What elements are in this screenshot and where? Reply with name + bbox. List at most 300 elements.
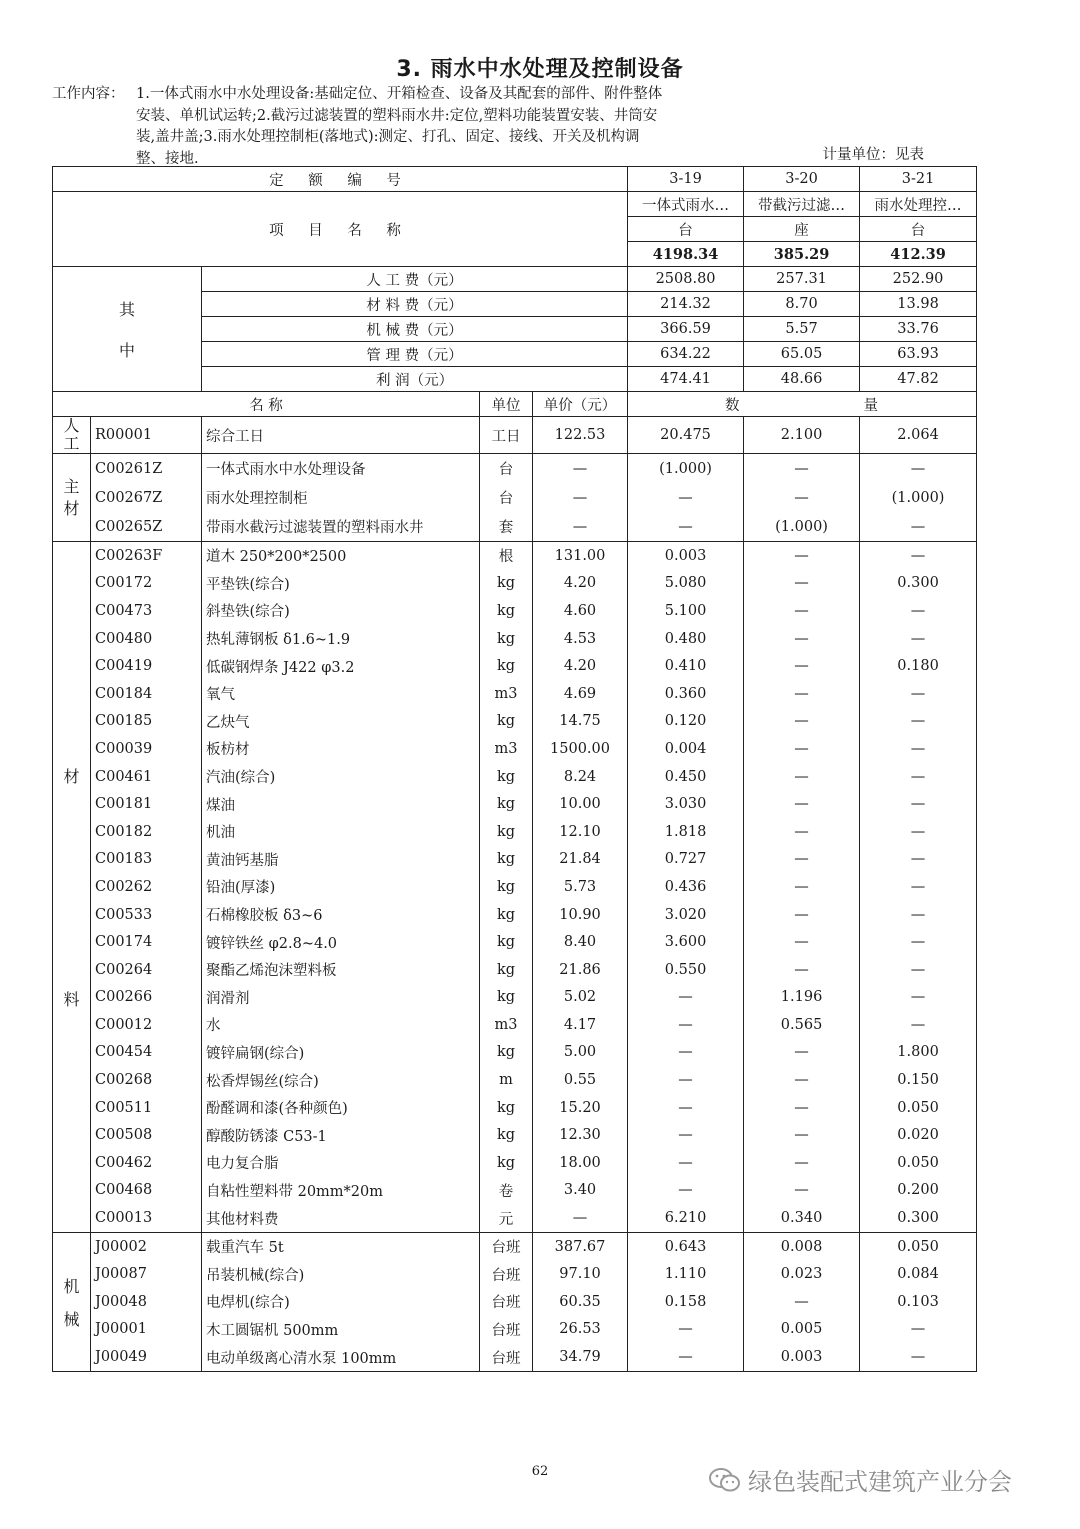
quantity: 0.565: [744, 1011, 860, 1039]
col-qty-header: 数: [628, 392, 744, 417]
unit-price: —: [533, 483, 628, 512]
unit-price: 4.20: [533, 570, 628, 598]
quantity: 0.120: [628, 708, 744, 736]
item-unit: 台班: [480, 1260, 533, 1288]
quantity: —: [860, 984, 977, 1012]
quota-code: 3-21: [860, 167, 977, 192]
quantity: —: [744, 597, 860, 625]
quantity: —: [628, 1011, 744, 1039]
base-price: 4198.34: [628, 242, 744, 267]
quantity: —: [744, 928, 860, 956]
item-code: C00174: [91, 928, 202, 956]
item-unit: kg: [480, 790, 533, 818]
item-code: J00002: [91, 1232, 202, 1260]
base-price: 385.29: [744, 242, 860, 267]
item-name: 铅油(厚漆): [202, 873, 480, 901]
item-name: 道木 250*200*2500: [202, 542, 480, 570]
quantity: —: [860, 680, 977, 708]
item-name: 载重汽车 5t: [202, 1232, 480, 1260]
table-row: [53, 790, 977, 818]
unit-price: 5.02: [533, 984, 628, 1012]
item-name: 雨水处理控制柜: [202, 483, 480, 512]
cost-value: 33.76: [860, 317, 977, 342]
quantity: 0.050: [860, 1094, 977, 1122]
item-name: 低碳钢焊条 J422 φ3.2: [202, 652, 480, 680]
quantity: 5.080: [628, 570, 744, 598]
unit-price: —: [533, 512, 628, 542]
quantity: —: [628, 512, 744, 542]
quantity: —: [628, 1149, 744, 1177]
cost-value: 2508.80: [628, 267, 744, 292]
quantity: —: [628, 483, 744, 512]
table-row: [53, 928, 977, 956]
quantity: 2.064: [860, 417, 977, 454]
table-row: [53, 1066, 977, 1094]
item-name: 松香焊锡丝(综合): [202, 1066, 480, 1094]
item-name: 热轧薄钢板 δ1.6~1.9: [202, 625, 480, 653]
item-name: 自粘性塑料带 20mm*20m: [202, 1177, 480, 1205]
quantity: —: [860, 735, 977, 763]
item-name: 石棉橡胶板 δ3~6: [202, 901, 480, 929]
quantity: 1.110: [628, 1260, 744, 1288]
item-code: R00001: [91, 417, 202, 454]
item-code: J00048: [91, 1288, 202, 1316]
quantity: —: [860, 901, 977, 929]
quantity: —: [628, 1316, 744, 1344]
quantity: 0.360: [628, 680, 744, 708]
quantity: —: [744, 680, 860, 708]
cost-value: 48.66: [744, 367, 860, 392]
table-row: [53, 1011, 977, 1039]
cost-value: 252.90: [860, 267, 977, 292]
work-line: 安装、单机试运转;2.截污过滤装置的塑料雨水井:定位,塑料功能装置安装、井筒安: [136, 107, 658, 124]
item-name: 汽油(综合): [202, 763, 480, 791]
table-row: [53, 483, 977, 512]
cost-label: 人 工 费（元）: [202, 267, 628, 292]
unit-price: —: [533, 1204, 628, 1232]
item-unit: kg: [480, 597, 533, 625]
item-name: 一体式雨水中水处理设备: [202, 454, 480, 484]
table-row: [53, 1204, 977, 1232]
col-name-header: 名 称: [53, 392, 480, 417]
quantity: (1.000): [860, 483, 977, 512]
material-label: 材: [63, 766, 80, 786]
table-row: [53, 1039, 977, 1067]
quantity: 1.818: [628, 818, 744, 846]
item-code: J00087: [91, 1260, 202, 1288]
item-code: C00172: [91, 570, 202, 598]
cost-value: 47.82: [860, 367, 977, 392]
item-name: 板枋材: [202, 735, 480, 763]
page-title: 3. 雨水中水处理及控制设备: [396, 57, 684, 82]
item-code: C00185: [91, 708, 202, 736]
item-unit: 台: [860, 217, 977, 242]
item-code: C00264: [91, 956, 202, 984]
item-name: 煤油: [202, 790, 480, 818]
quantity: 1.800: [860, 1039, 977, 1067]
item-code: C00181: [91, 790, 202, 818]
work-content-label: 工作内容：: [52, 86, 125, 102]
quantity: —: [628, 1343, 744, 1371]
table-row: [53, 735, 977, 763]
unit-price: 12.30: [533, 1121, 628, 1149]
quantity: 0.050: [860, 1149, 977, 1177]
item-code: C00184: [91, 680, 202, 708]
item-unit: kg: [480, 763, 533, 791]
cost-value: 13.98: [860, 292, 977, 317]
quantity: 2.100: [744, 417, 860, 454]
table-row: [53, 1232, 977, 1260]
col-qty-header: 量: [860, 392, 977, 417]
quota-code: 3-19: [628, 167, 744, 192]
quantity: —: [628, 1121, 744, 1149]
cost-group-label: [53, 267, 202, 392]
item-unit: 台班: [480, 1288, 533, 1316]
unit-price: 122.53: [533, 417, 628, 454]
quantity: —: [744, 763, 860, 791]
quantity: —: [860, 956, 977, 984]
col-price-header: 单价（元）: [533, 392, 628, 417]
table-row: [53, 1260, 977, 1288]
cost-label: 材 料 费（元）: [202, 292, 628, 317]
unit-price: 1500.00: [533, 735, 628, 763]
item-code: C00039: [91, 735, 202, 763]
quantity: 0.300: [860, 570, 977, 598]
quantity: —: [860, 873, 977, 901]
item-unit: kg: [480, 818, 533, 846]
quantity: —: [628, 984, 744, 1012]
watermark: [708, 1462, 1012, 1497]
item-name: 乙炔气: [202, 708, 480, 736]
item-name: 电动单级离心清水泵 100mm: [202, 1343, 480, 1371]
quantity: —: [744, 735, 860, 763]
unit-price: 5.00: [533, 1039, 628, 1067]
table-row: [53, 597, 977, 625]
quantity: —: [744, 542, 860, 570]
item-unit: kg: [480, 1039, 533, 1067]
quantity: —: [744, 790, 860, 818]
table-row: [53, 542, 977, 570]
item-name: 电力复合脂: [202, 1149, 480, 1177]
quantity: —: [860, 928, 977, 956]
item-code: C00473: [91, 597, 202, 625]
item-code: C00262: [91, 873, 202, 901]
cost-label: 机 械 费（元）: [202, 317, 628, 342]
table-row: [53, 1094, 977, 1122]
quantity: 0.150: [860, 1066, 977, 1094]
quantity: —: [744, 454, 860, 484]
item-unit: kg: [480, 570, 533, 598]
item-name: 吊装机械(综合): [202, 1260, 480, 1288]
item-unit: kg: [480, 928, 533, 956]
quantity: —: [860, 597, 977, 625]
work-line: 整、接地.: [136, 150, 199, 167]
quantity: 0.180: [860, 652, 977, 680]
unit-price: 4.20: [533, 652, 628, 680]
quantity: —: [744, 625, 860, 653]
item-code: C00454: [91, 1039, 202, 1067]
quota-table: [52, 166, 977, 1372]
watermark-text: 绿色装配式建筑产业分会: [748, 1468, 1012, 1496]
cost-label: 利 润（元）: [202, 367, 628, 392]
quantity: —: [744, 846, 860, 874]
section-label: [53, 1232, 91, 1371]
item-name: 电焊机(综合): [202, 1288, 480, 1316]
wechat-icon: [708, 1466, 742, 1494]
table-row: [53, 652, 977, 680]
work-line: 装,盖井盖;3.雨水处理控制柜(落地式):测定、打孔、固定、接线、开关及机构调: [136, 129, 640, 145]
item-name: 氧气: [202, 680, 480, 708]
unit-price: 0.55: [533, 1066, 628, 1094]
table-row: [53, 625, 977, 653]
item-unit: kg: [480, 956, 533, 984]
machinery-label: 械: [63, 1309, 80, 1329]
unit-price: 4.69: [533, 680, 628, 708]
item-code: C00012: [91, 1011, 202, 1039]
unit-price: 5.73: [533, 873, 628, 901]
unit-price: 12.10: [533, 818, 628, 846]
cost-value: 63.93: [860, 342, 977, 367]
unit-price: 34.79: [533, 1343, 628, 1371]
item-code: C00533: [91, 901, 202, 929]
section-label: [53, 542, 91, 1233]
quantity: —: [860, 846, 977, 874]
item-unit: 根: [480, 542, 533, 570]
cost-value: 366.59: [628, 317, 744, 342]
unit-price: 4.17: [533, 1011, 628, 1039]
table-row: [53, 846, 977, 874]
machinery-label: 机: [63, 1276, 80, 1296]
quantity: —: [744, 873, 860, 901]
unit-price: 26.53: [533, 1316, 628, 1344]
quantity: —: [744, 956, 860, 984]
quantity: —: [744, 901, 860, 929]
quantity: —: [744, 1066, 860, 1094]
quantity: 6.210: [628, 1204, 744, 1232]
unit-note: 计量单位：见表: [822, 147, 924, 163]
quantity: 0.003: [628, 542, 744, 570]
item-unit: 元: [480, 1204, 533, 1232]
unit-price: 15.20: [533, 1094, 628, 1122]
table-row: [53, 1121, 977, 1149]
unit-price: 4.60: [533, 597, 628, 625]
main-material-label: 主材: [63, 476, 80, 518]
item-name: 聚酯乙烯泡沫塑料板: [202, 956, 480, 984]
section-label: [53, 454, 91, 542]
table-row: [53, 680, 977, 708]
unit-price: 10.90: [533, 901, 628, 929]
item-unit: 台班: [480, 1343, 533, 1371]
item-name: 斜垫铁(综合): [202, 597, 480, 625]
quantity: 3.020: [628, 901, 744, 929]
quantity: —: [628, 1066, 744, 1094]
quantity: 0.004: [628, 735, 744, 763]
item-unit: kg: [480, 846, 533, 874]
cost-value: 8.70: [744, 292, 860, 317]
table-row: [53, 901, 977, 929]
item-code: C00182: [91, 818, 202, 846]
item-name: 其他材料费: [202, 1204, 480, 1232]
item-name: 水: [202, 1011, 480, 1039]
item-code: C00265Z: [91, 512, 202, 542]
quantity: —: [744, 818, 860, 846]
quantity: —: [744, 652, 860, 680]
unit-price: 60.35: [533, 1288, 628, 1316]
quantity: —: [744, 1121, 860, 1149]
item-code: C00462: [91, 1149, 202, 1177]
code-label: 定 额 编 号: [53, 167, 628, 192]
quantity: 0.727: [628, 846, 744, 874]
quantity: —: [860, 818, 977, 846]
work-content: [52, 84, 752, 170]
quantity: 0.410: [628, 652, 744, 680]
unit-price: 8.40: [533, 928, 628, 956]
item-name: 木工圆锯机 500mm: [202, 1316, 480, 1344]
item-unit: 台: [628, 217, 744, 242]
item-unit: kg: [480, 984, 533, 1012]
item-name: 一体式雨水…: [628, 192, 744, 217]
unit-price: 3.40: [533, 1177, 628, 1205]
cost-value: 634.22: [628, 342, 744, 367]
quantity: —: [744, 1288, 860, 1316]
quantity: (1.000): [744, 512, 860, 542]
quantity: —: [860, 1343, 977, 1371]
cost-value: 214.32: [628, 292, 744, 317]
quantity: 0.300: [860, 1204, 977, 1232]
item-unit: 卷: [480, 1177, 533, 1205]
item-unit: kg: [480, 1094, 533, 1122]
table-row: [53, 1316, 977, 1344]
quantity: —: [744, 1094, 860, 1122]
unit-price: 14.75: [533, 708, 628, 736]
table-row: [53, 763, 977, 791]
table-row: [53, 1288, 977, 1316]
cost-value: 5.57: [744, 317, 860, 342]
quantity: 0.550: [628, 956, 744, 984]
item-code: C00508: [91, 1121, 202, 1149]
quantity: 0.643: [628, 1232, 744, 1260]
item-name: 平垫铁(综合): [202, 570, 480, 598]
quantity: —: [744, 483, 860, 512]
quantity: 0.200: [860, 1177, 977, 1205]
item-unit: 台: [480, 454, 533, 484]
item-unit: kg: [480, 1121, 533, 1149]
item-code: C00267Z: [91, 483, 202, 512]
cost-label: 管 理 费（元）: [202, 342, 628, 367]
quantity: 3.600: [628, 928, 744, 956]
col-unit-header: 单位: [480, 392, 533, 417]
table-row: [53, 417, 977, 454]
table-row: [53, 1149, 977, 1177]
quantity: 0.020: [860, 1121, 977, 1149]
item-unit: kg: [480, 708, 533, 736]
quantity: 0.050: [860, 1232, 977, 1260]
item-unit: kg: [480, 1149, 533, 1177]
quantity: 3.030: [628, 790, 744, 818]
quantity: 0.450: [628, 763, 744, 791]
quantity: —: [744, 1149, 860, 1177]
quantity: —: [860, 790, 977, 818]
item-code: C00268: [91, 1066, 202, 1094]
unit-price: 21.84: [533, 846, 628, 874]
quantity: 1.196: [744, 984, 860, 1012]
unit-price: 387.67: [533, 1232, 628, 1260]
unit-price: 97.10: [533, 1260, 628, 1288]
item-unit: 工日: [480, 417, 533, 454]
item-code: C00511: [91, 1094, 202, 1122]
quantity: —: [744, 1039, 860, 1067]
cost-value: 257.31: [744, 267, 860, 292]
quantity: —: [860, 763, 977, 791]
table-row: [53, 512, 977, 542]
item-unit: m3: [480, 680, 533, 708]
cost-value: 474.41: [628, 367, 744, 392]
item-code: C00468: [91, 1177, 202, 1205]
table-row: [53, 873, 977, 901]
material-label: 料: [63, 989, 80, 1009]
cost-group-char: 其: [118, 300, 135, 319]
item-name: 镀锌扁钢(综合): [202, 1039, 480, 1067]
item-unit: 座: [744, 217, 860, 242]
unit-price: 131.00: [533, 542, 628, 570]
section-label: [53, 417, 91, 454]
cost-group-char: 中: [118, 341, 135, 360]
item-unit: kg: [480, 625, 533, 653]
item-code: C00461: [91, 763, 202, 791]
item-code: C00263F: [91, 542, 202, 570]
item-code: C00266: [91, 984, 202, 1012]
table-row: [53, 570, 977, 598]
item-name: 黄油钙基脂: [202, 846, 480, 874]
table-row: [53, 1343, 977, 1371]
item-unit: 台: [480, 483, 533, 512]
item-name: 雨水处理控…: [860, 192, 977, 217]
item-name: 镀锌铁丝 φ2.8~4.0: [202, 928, 480, 956]
quantity: 0.480: [628, 625, 744, 653]
item-unit: kg: [480, 652, 533, 680]
item-unit: m3: [480, 1011, 533, 1039]
quantity: 0.008: [744, 1232, 860, 1260]
item-code: C00013: [91, 1204, 202, 1232]
unit-price: 18.00: [533, 1149, 628, 1177]
item-code: J00049: [91, 1343, 202, 1371]
page-number: 62: [531, 1464, 549, 1479]
quantity: 0.436: [628, 873, 744, 901]
quantity: —: [860, 454, 977, 484]
quantity: —: [860, 512, 977, 542]
quantity: —: [860, 625, 977, 653]
item-code: C00183: [91, 846, 202, 874]
item-unit: 台班: [480, 1232, 533, 1260]
table-row: [53, 984, 977, 1012]
table-row: [53, 1177, 977, 1205]
quantity: 0.103: [860, 1288, 977, 1316]
unit-price: —: [533, 454, 628, 484]
unit-price: 8.24: [533, 763, 628, 791]
item-unit: 套: [480, 512, 533, 542]
quantity: 0.003: [744, 1343, 860, 1371]
quantity: 5.100: [628, 597, 744, 625]
quantity: —: [860, 708, 977, 736]
table-row: [53, 454, 977, 484]
item-code: C00261Z: [91, 454, 202, 484]
quantity: —: [860, 542, 977, 570]
item-name: 润滑剂: [202, 984, 480, 1012]
item-unit: m3: [480, 735, 533, 763]
quantity: —: [628, 1039, 744, 1067]
unit-price: 21.86: [533, 956, 628, 984]
quantity: 0.005: [744, 1316, 860, 1344]
